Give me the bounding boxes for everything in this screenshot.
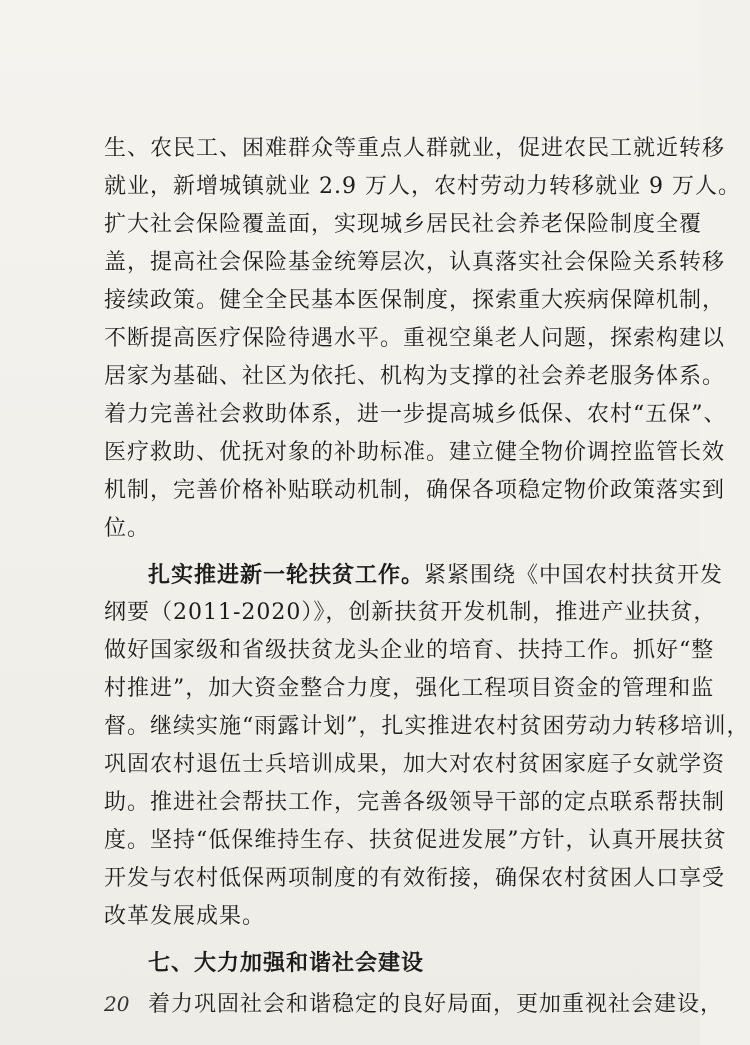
text-line: 助。推进社会帮扶工作，完善各级领导干部的定点联系帮扶制 [104, 790, 726, 815]
text-line: 纲要（2011-2020）》，创新扶贫开发机制，推进产业扶贫， [104, 600, 717, 625]
document-body [104, 130, 750, 1024]
text-line: 医疗救助、优抚对象的补助标准。建立健全物价调控监管长效 [104, 440, 726, 465]
paragraph-2-lead: 扎实推进新一轮扶贫工作。 [148, 562, 425, 588]
section-heading: 七、大力加强和谐社会建设 [148, 950, 425, 976]
text-line: 扩大社会保险覆盖面，实现城乡居民社会养老保险制度全覆 [104, 212, 703, 237]
text-line: 开发与农村低保两项制度的有效衔接，确保农村贫困人口享受 [104, 866, 726, 891]
text-line: 机制，完善价格补贴联动机制，确保各项稳定物价政策落实到 [104, 478, 726, 503]
text-line: 度。坚持“低保维持生存、扶贫促进发展”方针，认真开展扶贫 [104, 828, 727, 853]
paragraph-3 [104, 986, 724, 1024]
text-line: 位。 [104, 516, 151, 541]
paragraph-2-first-line [104, 556, 724, 594]
page-number: 20 [104, 992, 130, 1016]
paragraph-2-lead-rest: 紧紧围绕《中国农村扶贫开发 [424, 563, 724, 588]
text-line: 接续政策。健全全民基本医保制度，探索重大疾病保障机制， [104, 288, 726, 313]
text-line: 做好国家级和省级扶贫龙头企业的培育、扶持工作。抓好“整 [104, 638, 715, 663]
text-line: 不断提高医疗保险待遇水平。重视空巢老人问题，探索构建以 [104, 326, 726, 351]
text-line: 巩固农村退伍士兵培训成果，加大对农村贫困家庭子女就学资 [104, 752, 726, 777]
text-line: 改革发展成果。 [104, 904, 266, 929]
text-line: 村推进”，加大资金整合力度，强化工程项目资金的管理和监 [104, 676, 715, 701]
text-line: 督。继续实施“雨露计划”，扎实推进农村贫困劳动力转移培训， [104, 714, 750, 739]
text-line: 着力巩固社会和谐稳定的良好局面，更加重视社会建设， [148, 992, 724, 1017]
text-line: 着力完善社会救助体系，进一步提高城乡低保、农村“五保”、 [104, 402, 727, 427]
paragraph-2 [104, 556, 750, 936]
text-line: 盖，提高社会保险基金统筹层次，认真落实社会保险关系转移 [104, 250, 726, 275]
text-line: 就业，新增城镇就业 2.9 万人，农村劳动力转移就业 9 万人。 [104, 174, 741, 199]
text-line: 生、农民工、困难群众等重点人群就业，促进农民工就近转移 [104, 136, 726, 161]
text-line: 居家为基础、社区为依托、机构为支撑的社会养老服务体系。 [104, 364, 726, 389]
paragraph-1 [104, 130, 741, 548]
